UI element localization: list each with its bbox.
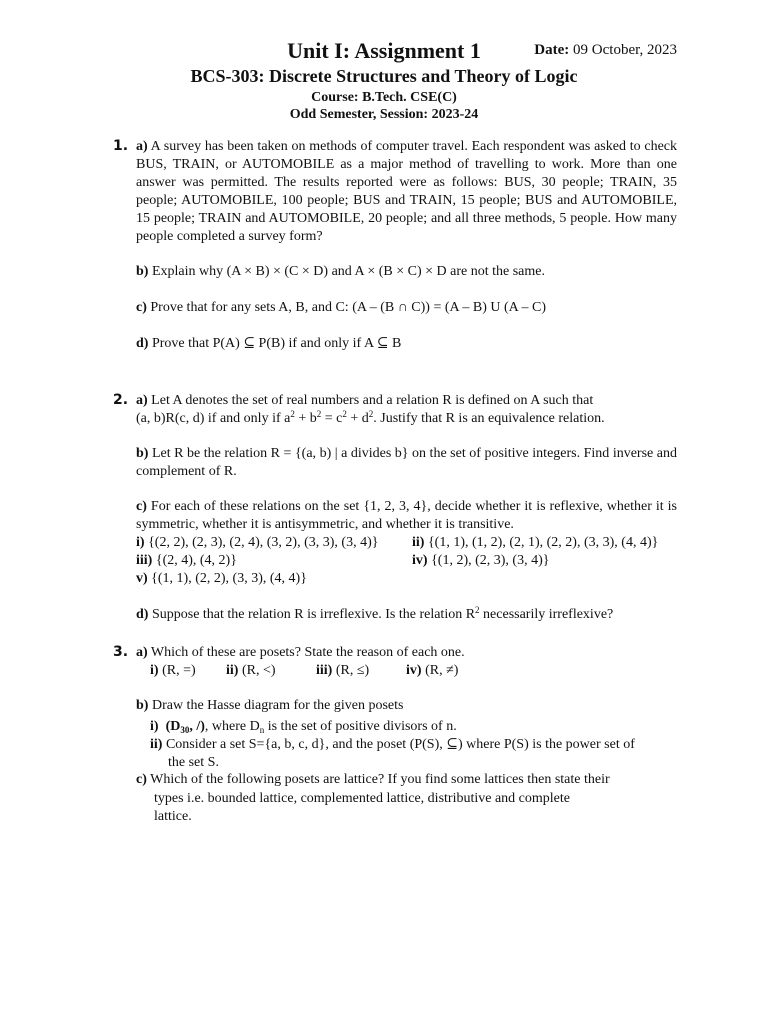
q2a-label: a) bbox=[136, 393, 148, 408]
q3b-d30 bbox=[166, 719, 205, 734]
assignment-date bbox=[534, 42, 677, 59]
question-2c bbox=[136, 498, 677, 534]
q3a-item-ii bbox=[226, 662, 276, 680]
q1b-label: b) bbox=[136, 264, 149, 279]
q3b-item-i bbox=[150, 718, 457, 736]
q2d-text-pre: Suppose that the relation R is irreflexive. Is the relation R bbox=[151, 607, 476, 622]
q2a-sup-d: 2 bbox=[368, 409, 374, 419]
question-1c bbox=[136, 299, 546, 317]
q2c-item-iii-label: iii) bbox=[136, 553, 153, 568]
q2c-item-v bbox=[136, 570, 307, 588]
q2c-item-i-label: i) bbox=[136, 535, 145, 550]
q2a-text-d: + d bbox=[346, 411, 369, 426]
q3b-text: Draw the Hasse diagram for the given posets bbox=[151, 698, 404, 713]
question-2d bbox=[136, 606, 613, 624]
q3b-d30-rel: , /) bbox=[189, 719, 205, 734]
q3b-item-ii-label: ii) bbox=[150, 737, 163, 752]
q2c-item-v-label: v) bbox=[136, 571, 148, 586]
question-3b bbox=[136, 697, 404, 715]
date-value: 09 October, 2023 bbox=[573, 42, 677, 58]
q3b-item-ii-cont: the set S. bbox=[168, 755, 219, 770]
q2c-item-ii bbox=[412, 534, 658, 552]
q3a-item-ii-text: (R, <) bbox=[241, 663, 276, 678]
q3c-label: c) bbox=[136, 772, 147, 787]
q2b-text: Let R be the relation R = {(a, b) | a divides b} on the set of positive integers. Find inverse and complement of R. bbox=[136, 446, 677, 479]
q2d-label: d) bbox=[136, 607, 149, 622]
q2c-label: c) bbox=[136, 499, 147, 514]
q2c-item-iii-text: {(2, 4), (4, 2)} bbox=[155, 553, 237, 568]
q3a-item-i-text: (R, =) bbox=[162, 663, 196, 678]
q2c-item-ii-text: {(1, 1), (1, 2), (2, 1), (2, 2), (3, 3), (4, 4)} bbox=[427, 535, 659, 550]
date-label: Date: bbox=[534, 42, 570, 58]
question-3c-line3: lattice. bbox=[154, 809, 192, 824]
q3a-text: Which of these are posets? State the reason of each one. bbox=[150, 645, 465, 660]
q1d-text: Prove that P(A) ⊆ P(B) if and only if A ⊆ B bbox=[151, 336, 402, 351]
q1d-label: d) bbox=[136, 336, 149, 351]
q2a-text-post: . Justify that R is an equivalence relation. bbox=[373, 411, 605, 426]
q2c-item-i bbox=[136, 534, 378, 552]
q2c-item-iv-text: {(1, 2), (2, 3), (3, 4)} bbox=[431, 553, 550, 568]
q3a-item-iii bbox=[316, 662, 369, 680]
q2b-label: b) bbox=[136, 446, 149, 461]
q2a-text-line1: Let A denotes the set of real numbers and a relation R is defined on A such that bbox=[151, 393, 594, 408]
q1c-label: c) bbox=[136, 300, 147, 315]
title-unit: Unit I bbox=[287, 38, 343, 63]
course-line: Course: B.Tech. CSE(C) bbox=[311, 90, 457, 105]
q3c-text-line1: Which of the following posets are lattice? If you find some lattices then state their bbox=[150, 772, 610, 787]
q2d-text-post: necessarily irreflexive? bbox=[479, 607, 614, 622]
q2a-text-b: + b bbox=[294, 411, 317, 426]
question-1-number: 1. bbox=[113, 138, 129, 154]
q2c-item-iv bbox=[412, 552, 549, 570]
q1a-text: A survey has been taken on methods of computer travel. Each respondent was asked to check BUS, TRAIN, or AUTOMOBILE as a major method of travelling to work. More than one answer was permitted. The results reported were as follows: BUS, 30 people; TRAIN, 35 people; AUTOMOBILE, 100 people; BUS and TRAIN, 15 people; BUS and AUTOMOBILE, 15 people; TRAIN and AUTOMOBILE, 20 people; and all three methods, 5 people. How many people completed a survey form? bbox=[136, 139, 677, 244]
q2c-text: For each of these relations on the set {1, 2, 3, 4}, decide whether it is reflexive, whether it is symmetric, whether it is antisymmetric, and whether it is transitive. bbox=[136, 499, 678, 532]
q1a-label: a) bbox=[136, 139, 148, 154]
question-1d bbox=[136, 335, 401, 353]
q3b-d30-sub: 30 bbox=[180, 725, 190, 735]
q1b-text: Explain why (A × B) × (C × D) and A × (B × C) × D are not the same. bbox=[151, 264, 545, 279]
q2a-sup-c: 2 bbox=[342, 409, 347, 419]
q2c-item-iv-label: iv) bbox=[412, 553, 428, 568]
q3b-item-i-label: i) bbox=[150, 719, 159, 734]
q3b-item-i-mid: , where D bbox=[204, 719, 260, 734]
title-assignment: : Assignment 1 bbox=[342, 38, 481, 63]
q3a-label: a) bbox=[136, 645, 148, 660]
q3a-item-iv-text: (R, ≠) bbox=[425, 663, 459, 678]
question-3c-line1 bbox=[136, 771, 610, 789]
q3b-item-i-subn: n bbox=[259, 725, 265, 735]
q1c-text: Prove that for any sets A, B, and C: (A – (B ∩ C)) = (A – B) U (A – C) bbox=[150, 300, 546, 315]
q3a-item-iv-label: iv) bbox=[406, 663, 422, 678]
semester-line: Odd Semester, Session: 2023-24 bbox=[289, 107, 479, 122]
q3a-item-iii-text: (R, ≤) bbox=[335, 663, 370, 678]
q3b-item-i-post: is the set of positive divisors of n. bbox=[264, 719, 457, 734]
q2c-item-ii-label: ii) bbox=[412, 535, 425, 550]
q3b-item-ii bbox=[150, 736, 635, 754]
q2a-sup-a: 2 bbox=[290, 409, 295, 419]
question-2a-line1 bbox=[136, 392, 593, 410]
q3b-label: b) bbox=[136, 698, 149, 713]
question-3c-line2: types i.e. bounded lattice, complemented lattice, distributive and complete bbox=[154, 791, 570, 806]
question-2a-line2 bbox=[136, 410, 605, 428]
q3a-item-iv bbox=[406, 662, 458, 680]
q3a-item-ii-label: ii) bbox=[226, 663, 239, 678]
question-1a bbox=[136, 138, 677, 246]
question-3-number: 3. bbox=[113, 644, 129, 660]
q2c-item-v-text: {(1, 1), (2, 2), (3, 3), (4, 4)} bbox=[151, 571, 307, 586]
q2c-item-i-text: {(2, 2), (2, 3), (2, 4), (3, 2), (3, 3), (3, 4)} bbox=[148, 535, 379, 550]
q2a-sup-b: 2 bbox=[316, 409, 322, 419]
question-2b bbox=[136, 445, 677, 481]
question-1b bbox=[136, 263, 545, 281]
q2d-sup: 2 bbox=[475, 605, 480, 615]
q2a-text-pre: (a, b)R(c, d) if and only if a bbox=[136, 411, 291, 426]
q2a-text-c: = c bbox=[321, 411, 343, 426]
q3b-d30-d: (D bbox=[165, 719, 181, 734]
q2c-item-iii bbox=[136, 552, 237, 570]
q3a-item-i-label: i) bbox=[150, 663, 159, 678]
question-3a bbox=[136, 644, 465, 662]
course-subtitle: BCS-303: Discrete Structures and Theory of Logic bbox=[190, 66, 578, 86]
question-2-number: 2. bbox=[113, 392, 129, 408]
q3b-item-ii-line1: Consider a set S={a, b, c, d}, and the poset (P(S), ⊆) where P(S) is the power set of bbox=[165, 737, 635, 752]
q3a-item-iii-label: iii) bbox=[316, 663, 333, 678]
q3a-item-i bbox=[150, 662, 196, 680]
